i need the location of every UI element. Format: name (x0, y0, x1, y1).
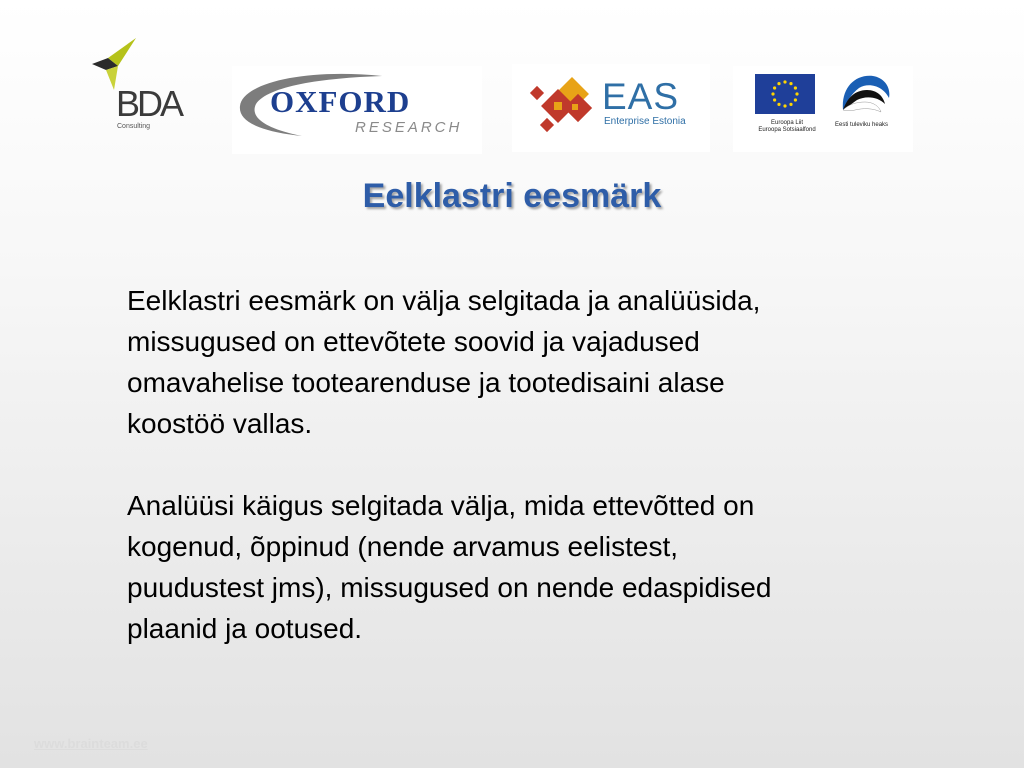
eas-subtitle: Enterprise Estonia (604, 116, 686, 127)
eas-name: EAS (602, 76, 680, 117)
bda-consulting-logo (86, 36, 190, 136)
eu-caption-line1: Euroopa Liit (770, 120, 804, 126)
brainteam-website-link[interactable]: www.brainteam.ee (34, 736, 148, 751)
paragraph-analysis: Analüüsi käigus selgitada välja, mida ettevõtted on kogenud, õppinud (nende arvamus eelistest, puudustest jms), missugused on nende edaspidised plaanid ja ootused. (127, 490, 772, 644)
eu-caption-line2: Euroopa Sotsiaalfond (758, 127, 816, 133)
bda-subtitle: Consulting (117, 123, 151, 130)
paragraph-goal: Eelklastri eesmärk on välja selgitada ja analüüsida, missugused on ettevõtete soovid ja vajadused omavahelise tootearenduse ja tootedisaini alase koostöö vallas. (127, 285, 761, 439)
oxford-research-logo (232, 66, 482, 154)
bda-name: BDA (116, 83, 182, 124)
slide-body (127, 280, 927, 649)
ornament-icon (512, 64, 602, 152)
eu-social-fund-logo (733, 66, 913, 152)
estonia-caption: Eesti tuleviku heaks (835, 122, 889, 128)
estonia-flag-swoosh-icon (833, 70, 903, 126)
oxford-name: OXFORD (270, 84, 411, 119)
eu-flag-icon (755, 74, 815, 114)
eu-caption (751, 120, 823, 134)
slide-title: Eelklastri eesmärk (362, 177, 662, 215)
eas-logo (512, 64, 710, 152)
oxford-subtitle: RESEARCH (355, 119, 463, 136)
